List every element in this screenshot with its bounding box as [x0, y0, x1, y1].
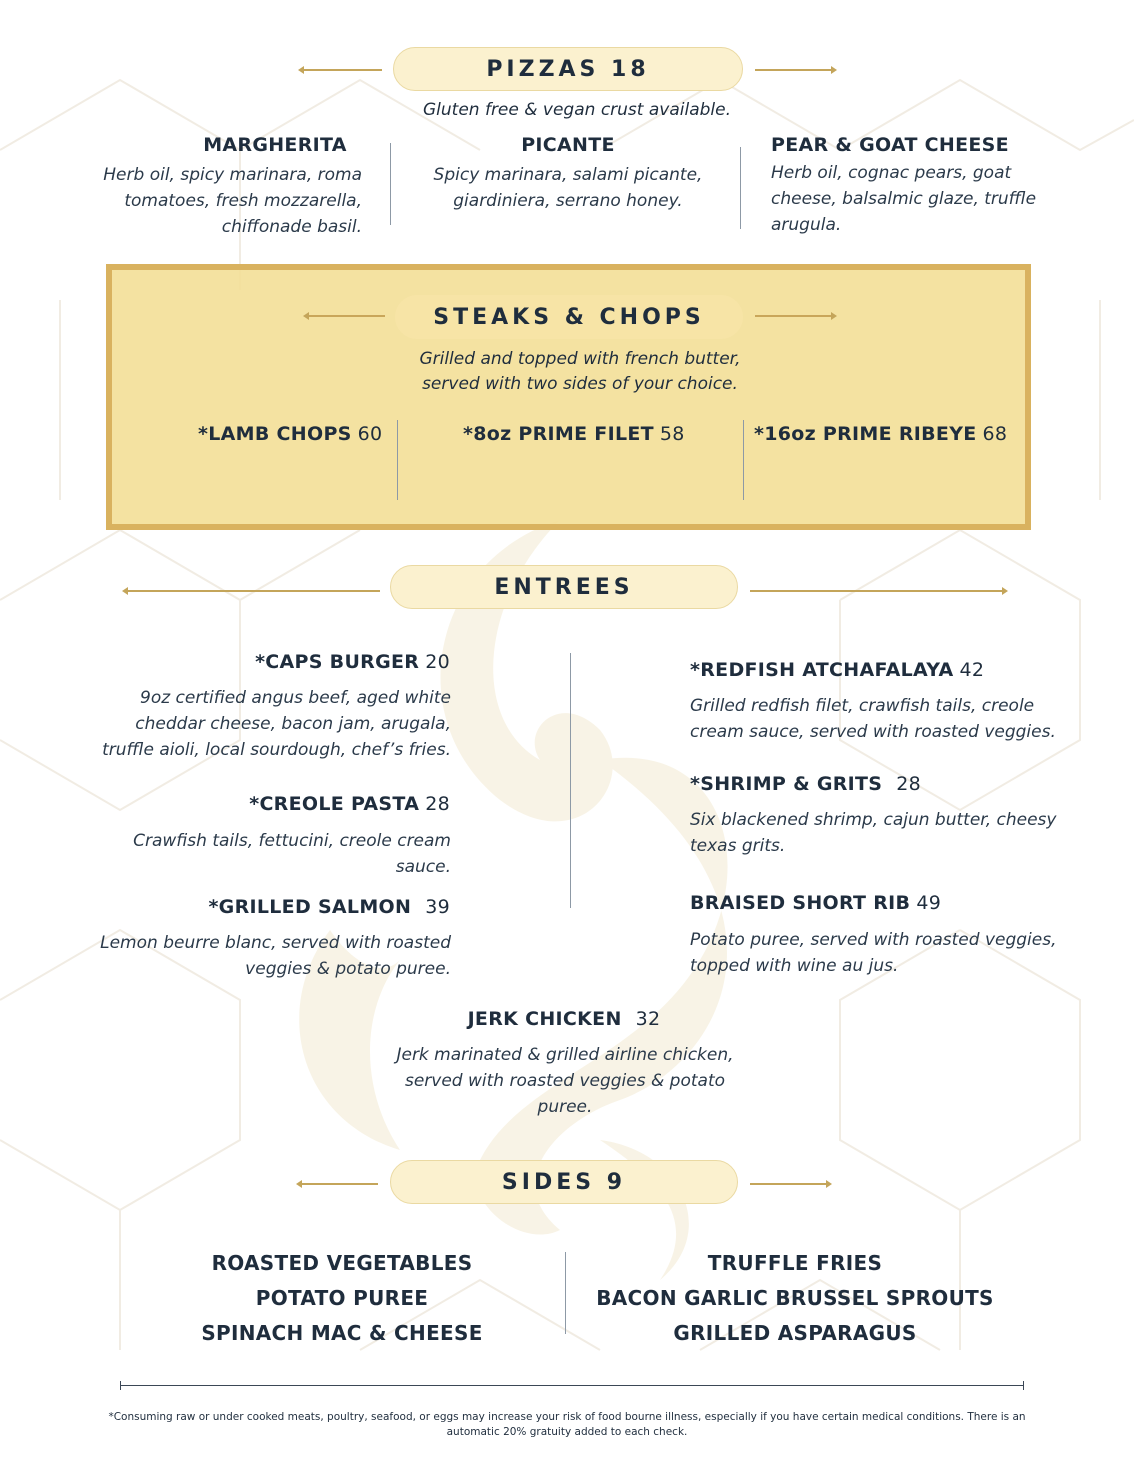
entree-creole-pasta-desc: Crawfish tails, fettucini, creole cream sauce. [133, 831, 451, 877]
side-item: ROASTED VEGETABLES [211, 1251, 473, 1275]
sides-heading: SIDES 9 [501, 1169, 627, 1195]
steak-name: *16oz PRIME RIBEYE [754, 423, 977, 445]
pizza-desc-pear-goat-cheese: Herb oil, cognac pears, goat cheese, balsalmic glaze, truffle arugula. [771, 163, 1037, 235]
side-item: BACON GARLIC BRUSSEL SPROUTS [596, 1286, 994, 1310]
steak-name: *LAMB CHOPS [198, 423, 352, 445]
steaks-arrow-right [755, 315, 835, 317]
entrees-heading: ENTREES [494, 574, 634, 600]
entree-name: JERK CHICKEN [467, 1008, 622, 1030]
steak-divider-1 [397, 420, 398, 500]
entree-jerk-chicken-title [414, 1008, 714, 1030]
entree-price: 28 [896, 773, 922, 795]
entree-short-rib-desc: Potato puree, served with roasted veggies, topped with wine au jus. [690, 930, 1057, 976]
side-item: SPINACH MAC & CHEESE [201, 1321, 483, 1345]
pizzas-note: Gluten free & vegan crust available. [422, 100, 731, 120]
entree-name: *CAPS BURGER [255, 651, 420, 673]
sides-arrow-left [298, 1183, 378, 1185]
entree-short-rib-title [690, 892, 941, 914]
pizzas-heading-pill [393, 47, 743, 91]
pizza-title-margherita: MARGHERITA [203, 134, 347, 156]
entree-price: 32 [635, 1008, 661, 1030]
entree-price: 28 [425, 793, 450, 815]
entree-price: 39 [425, 896, 450, 918]
entree-redfish-desc: Grilled redfish filet, crawfish tails, creole cream sauce, served with roasted veggies. [690, 696, 1056, 742]
entrees-arrow-right [750, 590, 1006, 592]
pizza-divider-2 [740, 147, 741, 229]
pizza-desc-picante: Spicy marinara, salami picante, giardiniera, serrano honey. [433, 165, 703, 211]
entree-shrimp-grits-desc: Six blackened shrimp, cajun butter, cheesy texas grits. [690, 810, 1057, 856]
entree-grilled-salmon-desc: Lemon beurre blanc, served with roasted veggies & potato puree. [100, 933, 451, 979]
steak-divider-2 [743, 420, 744, 500]
footer-disclaimer-line1: *Consuming raw or under cooked meats, poultry, seafood, or eggs may increase your risk of food bourne illness, especially if you have certain medical conditions. There is an [108, 1411, 1026, 1423]
steaks-heading-pill [395, 295, 743, 339]
steak-price: 58 [659, 423, 685, 445]
steak-price: 68 [982, 423, 1008, 445]
entrees-divider [570, 653, 571, 908]
pizza-desc-margherita: Herb oil, spicy marinara, roma tomatoes, fresh mozzarella, chiffonade basil. [103, 165, 362, 237]
footer-disclaimer-line2: automatic 20% gratuity added to each check. [446, 1426, 688, 1438]
entrees-arrow-left [124, 590, 380, 592]
entree-name: BRAISED SHORT RIB [690, 892, 911, 914]
entrees-heading-pill [390, 565, 738, 609]
steak-price: 60 [357, 423, 383, 445]
entree-caps-burger-title [150, 651, 450, 673]
side-item: POTATO PUREE [255, 1286, 429, 1310]
side-item: GRILLED ASPARAGUS [673, 1321, 917, 1345]
pizzas-heading: PIZZAS 18 [486, 56, 650, 82]
entree-name: *CREOLE PASTA [249, 793, 420, 815]
entree-name: *GRILLED SALMON [208, 896, 412, 918]
pizza-title-pear-goat-cheese: PEAR & GOAT CHEESE [771, 134, 1009, 156]
steak-name: *8oz PRIME FILET [463, 423, 654, 445]
steak-prime-ribeye [754, 423, 1007, 445]
steaks-note-line2: served with two sides of your choice. [422, 374, 738, 394]
entree-name: *SHRIMP & GRITS [690, 773, 883, 795]
sides-divider [565, 1252, 566, 1334]
pizza-divider-1 [390, 143, 391, 225]
sides-left-list [192, 1246, 492, 1351]
steaks-note [380, 347, 780, 397]
footer-disclaimer [60, 1410, 1074, 1440]
entree-jerk-chicken-desc: Jerk marinated & grilled airline chicken, served with roasted veggies & potato puree. [396, 1045, 734, 1117]
pizzas-arrow-right [755, 69, 835, 71]
steaks-heading: STEAKS & CHOPS [433, 304, 705, 330]
entree-name: *REDFISH ATCHAFALAYA [690, 659, 954, 681]
steak-lamb-chops [198, 423, 382, 445]
pizzas-arrow-left [300, 69, 382, 71]
entree-creole-pasta-title [150, 793, 450, 815]
sides-heading-pill [390, 1160, 738, 1204]
pizza-title-picante: PICANTE [521, 134, 615, 156]
entree-price: 20 [425, 651, 450, 673]
steaks-arrow-left [305, 315, 385, 317]
entree-price: 49 [916, 892, 942, 914]
entree-shrimp-grits-title [690, 773, 921, 795]
steak-prime-filet [463, 423, 685, 445]
entree-grilled-salmon-title [150, 896, 450, 918]
steaks-note-line1: Grilled and topped with french butter, [419, 349, 741, 369]
entree-redfish-title [690, 659, 984, 681]
sides-arrow-right [750, 1183, 830, 1185]
entree-price: 42 [959, 659, 985, 681]
footer-rule [120, 1385, 1024, 1386]
sides-right-list [595, 1246, 995, 1351]
side-item: TRUFFLE FRIES [707, 1251, 883, 1275]
entree-caps-burger-desc: 9oz certified angus beef, aged white cheddar cheese, bacon jam, arugala, truffle aioli, local sourdough, chef’s fries. [102, 688, 451, 760]
